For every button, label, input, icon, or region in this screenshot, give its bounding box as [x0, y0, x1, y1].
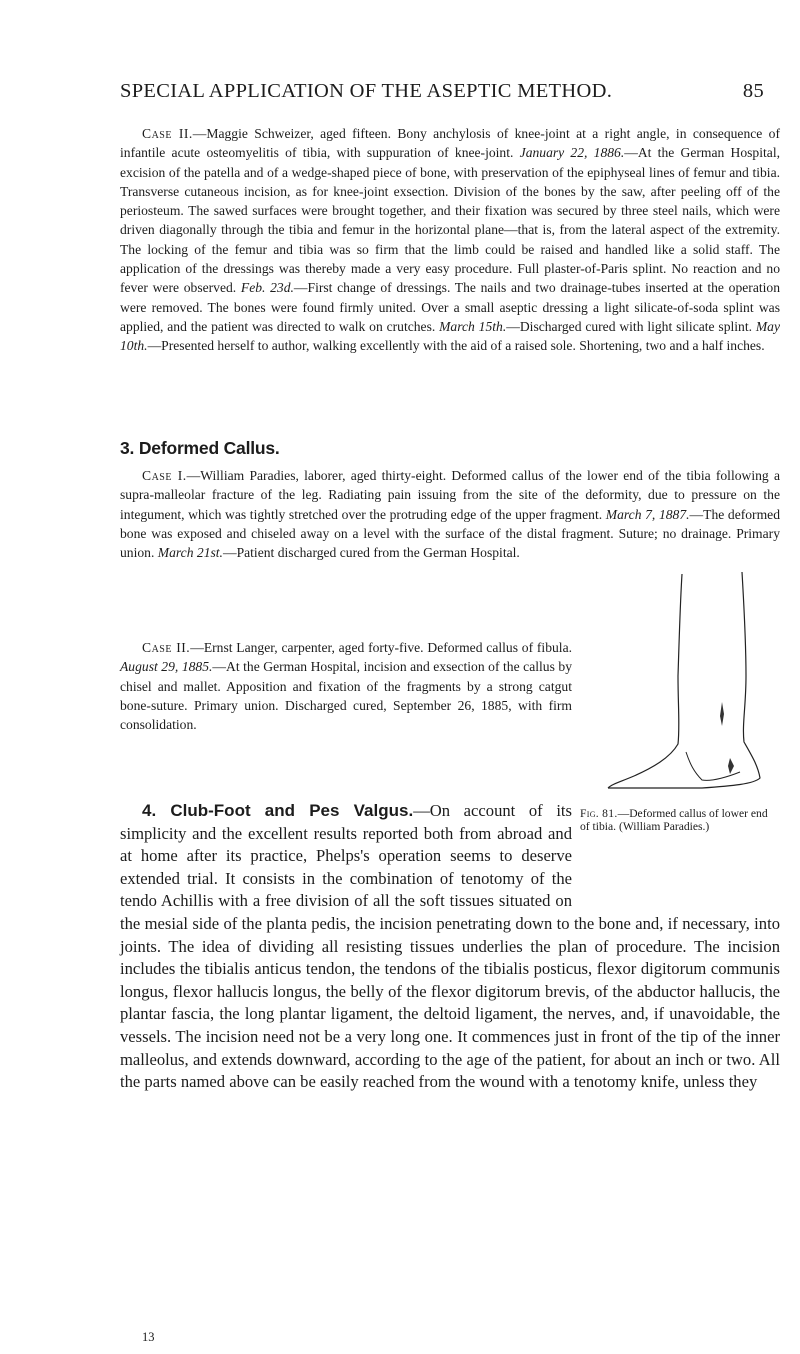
section-4-text: —On account of its simplicity and the excellent results reported both from abroad and at home after its practice, Phelps's operation seems to deserve extended trial. It consists in the combination of tenotomy of the tendo Achillis with a free division of all the soft tissues situated on the mesial side of the planta pedis, the incision penetrating down to the bone and, if necessary, into joints. The idea of dividing all resisting tissues underlies the plan of procedure. The incision includes the tibialis anticus tendon, the tendons of the tibialis posticus, flexor digitorum communis longus, flexor hallucis longus, the belly of the flexor digitorum brevis, of the abductor hallucis, the plantar fascia, the long plantar ligament, the deltoid ligament, the nerves, and, if unavoidable, the vessels. The incision need not be a very long one. It commences just in front of the tip of the inner malleolus, and extends downward, according to the age of the patient, for about an inch or two. All the parts named above can be easily reached from the wound with a tenotomy knife, unless they — [120, 801, 780, 1092]
case-2-paragraph-block — [120, 124, 780, 356]
case-2b-paragraph: Case II.—Ernst Langer, carpenter, aged forty-five. Deformed callus of fibula. August 29, 1885.—At the German Hospital, incision and exsection of the callus by chisel and mallet. Apposition and fixation of the fragments by a strong catgut bone-suture. Primary union. Discharged cured, September 26, 1885, with firm consolidation. — [120, 640, 573, 733]
date: March 15th. — [439, 318, 507, 334]
section-4-lead — [120, 800, 780, 1094]
date: Feb. 23d. — [240, 280, 294, 296]
figure-caption-text: —Deformed callus of lower end of tibia. (William Paradies.) — [580, 807, 768, 833]
case-1-paragraph: Case I.—William Paradies, laborer, aged thirty-eight. Deformed callus of the lower end of the tibia following a supra-malleolar fracture of the leg. Radiating pain issuing from the site of the deformity, due to pressure on the integument, which was tightly stretched over the protruding edge of the upper fragment. March 7, 1887.—The deformed bone was exposed and chiseled away on a level with the surface of the distal fragment. Suture; no drainage. Primary union. March 21st.—Patient discharged cured from the German Hospital. — [120, 468, 780, 561]
callus-marks — [720, 702, 734, 774]
section-4-paragraph — [120, 800, 780, 1094]
section-heading-deformed-callus: 3. Deformed Callus. — [120, 438, 280, 458]
date: May 10th. — [120, 318, 781, 354]
running-title: SPECIAL APPLICATION OF THE ASEPTIC METHOD. — [120, 80, 613, 102]
figure-label: Fig. 81. — [580, 807, 618, 820]
section-heading-club-foot: 4. Club-Foot and Pes Valgus. — [142, 801, 414, 820]
figure-81-illustration — [582, 566, 782, 790]
section-3-case-2 — [120, 638, 572, 734]
page-number: 85 — [742, 80, 764, 102]
signature-mark: 13 — [142, 1330, 155, 1344]
running-header — [120, 80, 780, 106]
section-3-body — [120, 466, 780, 562]
case-label: Case II. — [142, 126, 193, 141]
date: January 22, 1886. — [519, 145, 625, 161]
leg-outline — [608, 572, 760, 788]
case-2-paragraph: Case II.—Maggie Schweizer, aged fifteen. Bony anchylosis of knee-joint at a right angle, in consequence of infantile acute osteomyelitis of tibia, with suppuration of knee-joint. January 22, 1886.—At the German Hospital, excision of the patella and of a wedge-shaped piece of bone, with preservation of the epiphyseal lines of femur and tibia. Transverse cutaneous incision, as for knee-joint exsection. Division of the bones by the saw, after peeling off of the periosteum. The sawed surfaces were brought together, and their fixation was secured by three steel nails, which were driven diagonally through the tibia and femur in the horizontal plane—that is, from the lateral aspect of the extremity. The locking of the femur and tibia was so firm that the limb could be raised and handled like a solid staff. The application of the dressings was thereby made a very easy procedure. Full plaster-of-Paris splint. No reaction and no fever were observed. Feb. 23d.—First change of dressings. The nails and two drainage-tubes inserted at the operation were removed. The bones were found firmly united. Over a small aseptic dressing a light silicate-of-soda splint was applied, and the patient was directed to walk on crutches. March 15th.—Discharged cured with light silicate splint. May 10th.—Presented herself to author, walking excellently with the aid of a raised sole. Shortening, two and a half inches. — [120, 126, 781, 354]
figure-wrap-spacer — [572, 800, 780, 900]
